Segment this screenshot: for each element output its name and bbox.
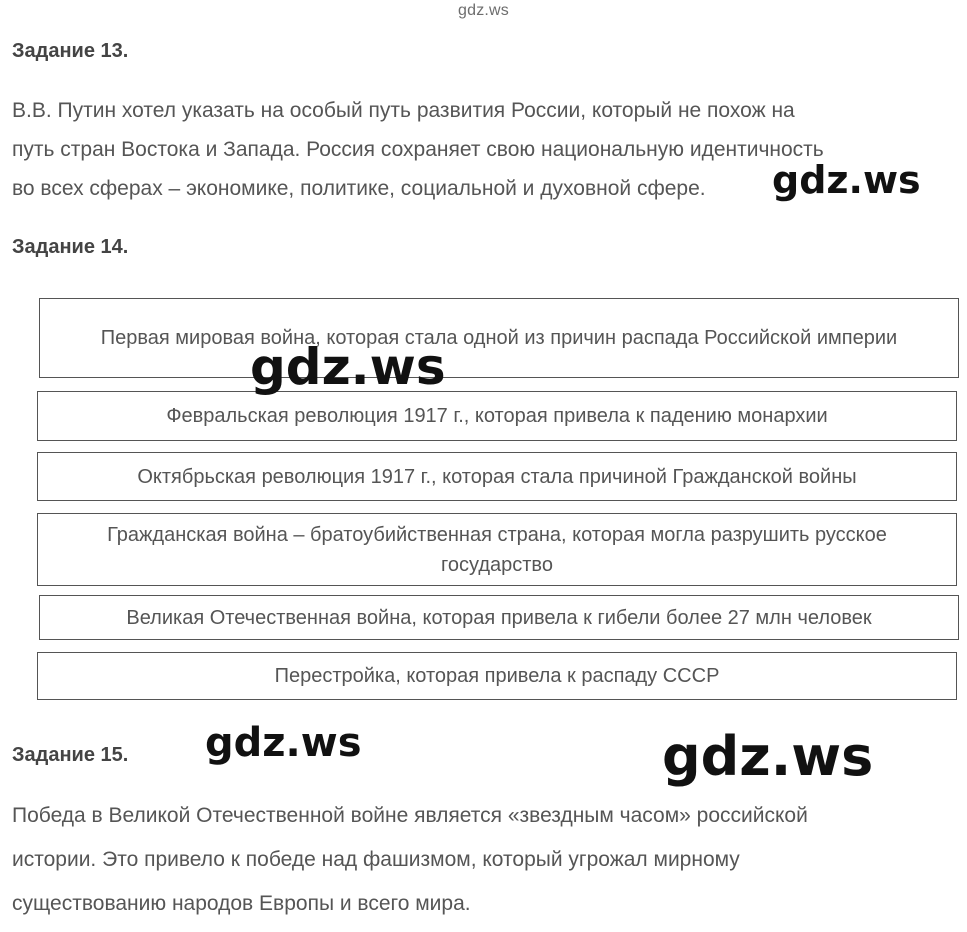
task-13-line: путь стран Востока и Запада. Россия сохраняет свою национальную идентичность [12, 138, 824, 161]
watermark: gdz.ws [662, 725, 874, 788]
task-15-line: истории. Это привело к победе над фашизмом, который угрожал мирному [12, 848, 740, 871]
task-13-heading: Задание 13. [12, 40, 129, 62]
timeline-box-text: Великая Отечественная война, которая привела к гибели более 27 млн человек [126, 606, 872, 629]
timeline-box-text: Февральская революция 1917 г., которая привела к падению монархии [166, 405, 828, 427]
timeline-box [37, 513, 957, 586]
task-15-line: существованию народов Европы и всего мира. [12, 892, 471, 915]
timeline-box-text: Первая мировая война, которая стала одной из причин распада Российской империи [100, 327, 898, 349]
timeline-box-text: Октябрьская революция 1917 г., которая стала причиной Гражданской войны [137, 465, 857, 488]
timeline-box [37, 452, 957, 501]
task-13-line: во всех сферах – экономике, политике, социальной и духовной сфере. [12, 177, 706, 200]
timeline-box [37, 652, 957, 700]
task-14-heading: Задание 14. [12, 236, 129, 258]
timeline-box [39, 595, 959, 640]
timeline-box [39, 298, 959, 378]
task-15-text [12, 794, 912, 926]
watermark: gdz.ws [205, 720, 362, 766]
task-13-line: В.В. Путин хотел указать на особый путь развития России, который не похож на [12, 99, 795, 122]
watermark: gdz.ws [772, 158, 921, 202]
task-15-line: Победа в Великой Отечественной войне является «звездным часом» российской [12, 804, 808, 827]
watermark: gdz.ws [250, 338, 446, 396]
task-15-heading: Задание 15. [12, 744, 129, 766]
timeline-box-text: Перестройка, которая привела к распаду СССР [274, 665, 720, 687]
timeline-box [37, 391, 957, 441]
timeline-box-text: Гражданская война – братоубийственная страна, которая могла разрушить русское государство [107, 523, 887, 576]
top-watermark: gdz.ws [458, 2, 509, 19]
